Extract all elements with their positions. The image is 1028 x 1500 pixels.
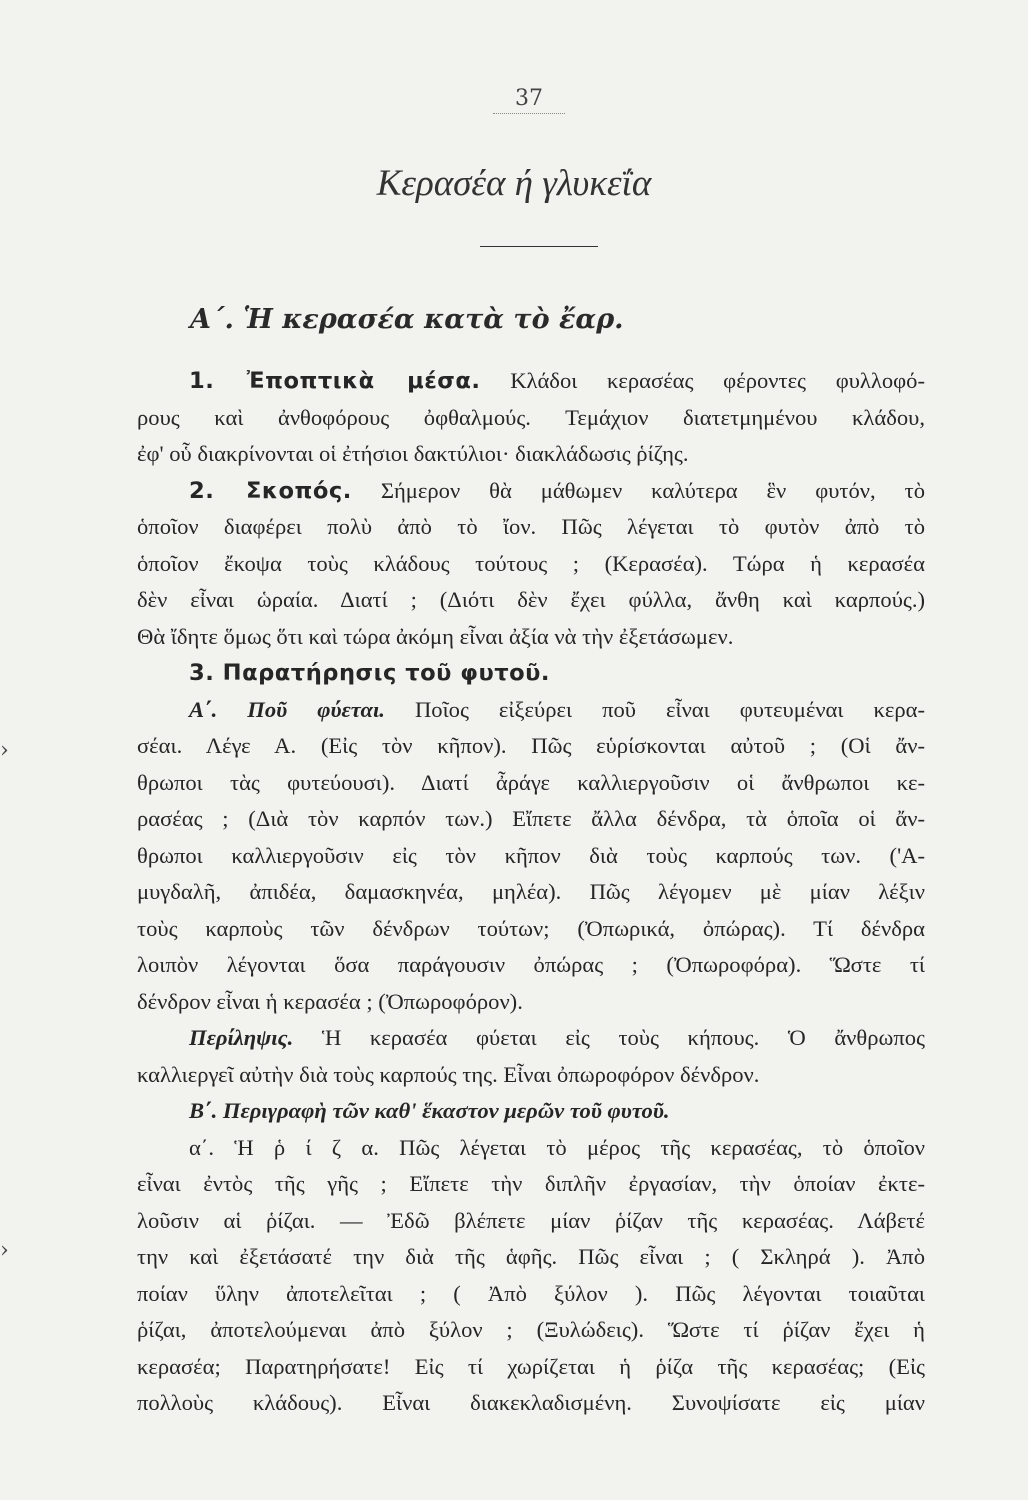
paragraph-line: ὁποῖον διαφέρει πολὺ ἀπὸ τὸ ἴον. Πῶς λέγεται τὸ φυτὸν ἀπὸ τὸ bbox=[137, 514, 925, 539]
text-run: Πῶς λέγεται τὸ μέρος τῆς κερασέας, τὸ ὁποῖον bbox=[378, 1134, 925, 1160]
paragraph-line: Θὰ ἴδητε ὅμως ὅτι καὶ τώρα ἀκόμη εἶναι ἀξία νὰ τὴν ἐξετάσωμεν. bbox=[137, 623, 734, 649]
paragraph-label: α΄. Ἡ ῥ ί ζ α. bbox=[189, 1134, 379, 1160]
text-run: Ἡ κερασέα φύεται εἰς τοὺς κήπους. Ὁ ἄνθρωπος bbox=[293, 1025, 925, 1050]
paragraph-line: μυγδαλῆ, ἀπιδέα, δαμασκηνέα, μηλέα). Πῶς λέγομεν μὲ μίαν λέξιν bbox=[137, 879, 925, 904]
paragraph-line: εἶναι ἐντὸς τῆς γῆς ; Εἴπετε τὴν διπλῆν ἐργασίαν, τὴν ὁποίαν ἐκτε- bbox=[137, 1171, 925, 1196]
body-text bbox=[137, 363, 925, 1422]
paragraph-line: τοὺς καρποὺς τῶν δένδρων τούτων; (Ὀπωρικά, ὀπώρας). Τί δένδρα bbox=[137, 915, 925, 941]
paragraph-line: ὁποῖον ἔκοψα τοὺς κλάδους τούτους ; (Κερασέα). Τώρα ἡ κερασέα bbox=[137, 550, 925, 576]
paragraph-line bbox=[137, 1130, 925, 1167]
paragraph-line: πολλοὺς κλάδους). Εἶναι διακεκλαδισμένη. Συνοψίσατε εἰς μίαν bbox=[137, 1390, 925, 1415]
paragraph-label: 2. Σκοπός. bbox=[189, 477, 352, 504]
paragraph-line bbox=[137, 473, 925, 510]
paragraph-line: δένδρον εἶναι ἡ κερασέα ; (Ὀπωροφόρον). bbox=[137, 988, 523, 1014]
paragraph-label: 1. Ἐποπτικὰ μέσα. bbox=[189, 368, 481, 394]
paragraph-line: λοῦσιν αἱ ῥίζαι. — Ἐδῶ βλέπετε μίαν ῥίζαν τῆς κερασέας. Λάβετέ bbox=[137, 1207, 925, 1233]
paragraph-line: την καὶ ἐξετάσατέ την διὰ τῆς ἁφῆς. Πῶς εἶναι ; ( Σκληρά ). Ἀπὸ bbox=[137, 1244, 925, 1269]
paragraph-line bbox=[137, 655, 925, 692]
section-heading: Α΄. Ἡ κερασέα κατὰ τὸ ἔαρ. bbox=[190, 304, 624, 335]
paragraph-line: ῥίζαι, ἀποτελούμεναι ἀπὸ ξύλον ; (Ξυλώδεις). Ὥστε τί ῥίζαν ἔχει ἡ bbox=[137, 1317, 925, 1342]
paragraph-line: ρασέας ; (Διὰ τὸν καρπόν των.) Εἴπετε ἄλλα δένδρα, τὰ ὁποῖα οἱ ἄν- bbox=[137, 806, 925, 831]
paragraph-label: Α΄. Ποῦ φύεται. bbox=[189, 696, 385, 722]
margin-mark: › bbox=[0, 738, 9, 763]
paragraph-line: δὲν εἶναι ὡραία. Διατί ; (Διότι δὲν ἔχει φύλλα, ἄνθη καὶ καρπούς.) bbox=[137, 587, 925, 612]
paragraph-line bbox=[137, 692, 925, 729]
page-title: Κερασέα ή γλυκεΐα bbox=[376, 163, 652, 204]
text-run: Ποῖος εἰξεύρει ποῦ εἶναι φυτευμέναι κερα- bbox=[384, 696, 925, 722]
paragraph-label: Περίληψις. bbox=[189, 1025, 294, 1050]
margin-mark: › bbox=[0, 1238, 9, 1263]
paragraph-line: λοιπὸν λέγονται ὅσα παράγουσιν ὀπώρας ; (Ὀπωροφόρα). Ὥστε τί bbox=[137, 952, 925, 977]
paragraph-label: 3. Παρατήρησις τοῦ φυτοῦ. bbox=[189, 660, 550, 686]
text-run: Κλάδοι κερασέας φέροντες φυλλοφό- bbox=[480, 368, 925, 393]
paragraph-line: θρωποι καλλιεργοῦσιν εἰς τὸν κῆπον διὰ τοὺς καρπούς των. ('Α- bbox=[137, 842, 925, 868]
title-divider bbox=[480, 246, 598, 247]
page-number: 37 bbox=[493, 86, 565, 114]
paragraph-line bbox=[137, 1020, 925, 1057]
paragraph-line: κερασέα; Παρατηρήσατε! Εἰς τί χωρίζεται ἡ ῥίζα τῆς κερασέας; (Εἰς bbox=[137, 1353, 925, 1379]
paragraph-line bbox=[137, 1093, 925, 1130]
paragraph-line: θρωποι τὰς φυτεύουσι). Διατί ἆράγε καλλιεργοῦσιν οἱ ἄνθρωποι κε- bbox=[137, 769, 925, 795]
paragraph-line bbox=[137, 363, 925, 400]
paragraph-line: ρους καὶ ἀνθοφόρους ὀφθαλμούς. Τεμάχιον διατετμημένου κλάδου, bbox=[137, 404, 925, 430]
text-run: Σήμερον θὰ μάθωμεν καλύτερα ἓν φυτόν, τὸ bbox=[351, 477, 925, 503]
paragraph-line: ποίαν ὕλην ἀποτελεῖται ; ( Ἀπὸ ξύλον ). Πῶς λέγονται τοιαῦται bbox=[137, 1280, 925, 1306]
paragraph-line: καλλιεργεῖ αὐτὴν διὰ τοὺς καρπούς της. Εἶναι ὀπωροφόρον δένδρον. bbox=[137, 1061, 760, 1087]
paragraph-line: ἐφ' οὗ διακρίνονται οἱ ἐτήσιοι δακτύλιοι· διακλάδωσις ῥίζης. bbox=[137, 441, 689, 466]
paragraph-label: Β΄. Περιγραφὴ τῶν καθ' ἕκαστον μερῶν τοῦ φυτοῦ. bbox=[189, 1098, 670, 1123]
paragraph-line: σέαι. Λέγε Α. (Εἰς τὸν κῆπον). Πῶς εὑρίσκονται αὐτοῦ ; (Οἱ ἄν- bbox=[137, 733, 925, 758]
